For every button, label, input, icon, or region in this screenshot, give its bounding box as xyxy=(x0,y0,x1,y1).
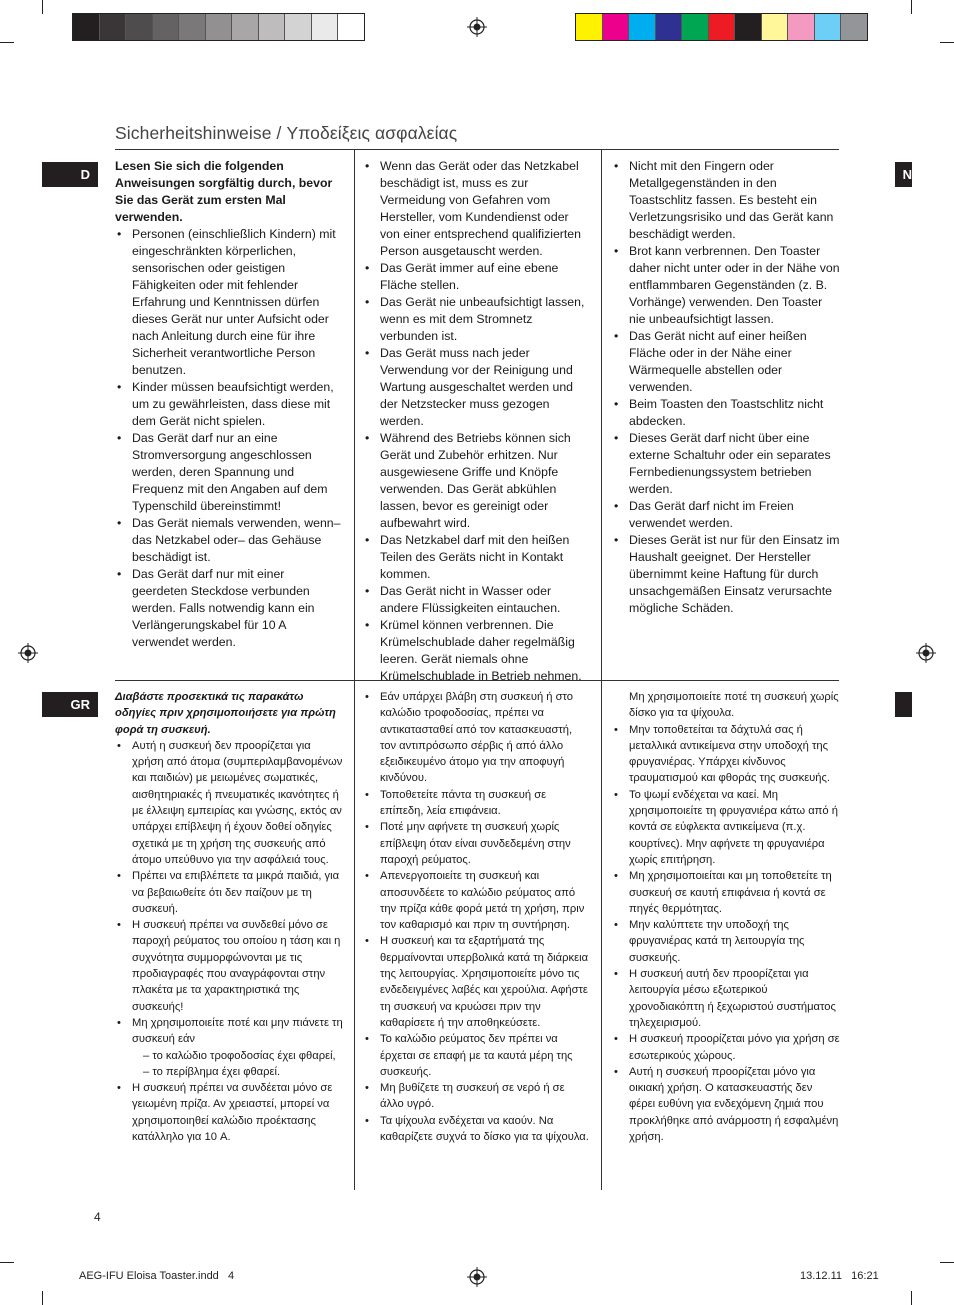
color-swatch xyxy=(682,14,709,40)
list-item: • Απενεργοποιείτε τη συσκευή και αποσυνδέετε το καλώδιο ρεύματος από την πρίζα κάθε φορά μετά τη χρήση, πριν τον καθαρισμό και πριν τη συντήρηση. xyxy=(363,868,591,933)
color-swatch xyxy=(312,14,339,40)
crop-mark xyxy=(911,1291,912,1305)
sub-item: – το περίβλημα έχει φθαρεί. xyxy=(143,1065,281,1078)
color-swatch xyxy=(788,14,815,40)
gr-column-2 xyxy=(363,689,591,1145)
language-tab-next: N xyxy=(895,162,912,187)
color-swatch xyxy=(735,14,762,40)
color-swatch xyxy=(232,14,259,40)
process-color-bar xyxy=(575,13,868,41)
language-tab-next-gr xyxy=(895,692,912,717)
column-divider xyxy=(601,680,602,1190)
list-item: • Η συσκευή πρέπει να συνδεθεί μόνο σε παροχή ρεύματος του οποίου η τάση και η συχνότητα συμμορφώνονται με τις προδιαγραφές που αναγράφονται στην πλακέτα με τα χαρακτηριστικά της συσκευής! xyxy=(115,917,343,1015)
list-item: • Brot kann verbrennen. Den Toaster daher nicht unter oder in der Nähe von entflammbaren Gegenständen (z. B. Vorhänge) verwenden. Den Toaster nie unbeaufsichtigt lassen. xyxy=(612,243,840,328)
color-swatch xyxy=(206,14,233,40)
list-item: • Kinder müssen beaufsichtigt werden, um zu gewährleisten, dass diese mit dem Gerät nicht spielen. xyxy=(115,379,343,430)
footer-date: 13.12.11 16:21 xyxy=(800,1270,879,1282)
list-item: • Μην τοποθετείται τα δάχτυλά σας ή μεταλλικά αντικείμενα στην υποδοχή της φρυγανιέρας. Υπάρχει κίνδυνος τραυματισμού και φθοράς της συσκευής. xyxy=(612,722,840,787)
de-intro: Lesen Sie sich die folgenden Anweisungen sorgfältig durch, bevor Sie das Gerät zum ersten Mal verwenden. xyxy=(115,159,333,224)
list-item: • Das Gerät muss nach jeder Verwendung vor der Reinigung und Wartung ausgeschaltet werden und der Netzstecker muss gezogen werden. xyxy=(363,345,591,430)
de-column-2 xyxy=(363,158,591,685)
list-item: • Μη χρησιμοποιείται και μη τοποθετείτε τη συσκευή σε καυτή επιφάνεια ή κοντά σε πηγές θερμότητας. xyxy=(612,868,840,917)
gr-lead: Μη χρησιμοποιείτε ποτέ τη συσκευή χωρίς δίσκο για τα ψίχουλα. xyxy=(629,691,839,720)
list-item: • Das Netzkabel darf mit den heißen Teilen des Geräts nicht in Kontakt kommen. xyxy=(363,532,591,583)
column-divider xyxy=(354,680,355,1190)
list-item: • Μη βυθίζετε τη συσκευή σε νερό ή σε άλλο υγρό. xyxy=(363,1080,591,1113)
crop-mark xyxy=(0,1262,14,1263)
registration-mark-icon xyxy=(467,17,487,37)
column-divider xyxy=(601,149,602,680)
de-list-2 xyxy=(363,158,591,685)
list-item: • Αυτή η συσκευή δεν προορίζεται για χρήση από άτομα (συμπεριλαμβανομένων και παιδιών) με μειωμένες σωματικές, αισθητηριακές ή πνευματικές ικανότητες ή με έλλειψη εμπειρίας και γνώσης, εκτός αν υπάρχει επίβλεψη ή έχουν δοθεί οδηγίες σχετικά με τη χρήση της συσκευής από άτομο υπεύθυνο για την ασφάλειά τους. xyxy=(115,738,343,868)
list-item: • Πρέπει να επιβλέπετε τα μικρά παιδιά, για να βεβαιωθείτε ότι δεν παίζουν με τη συσκευή. xyxy=(115,868,343,917)
list-item: • Μη χρησιμοποιείτε ποτέ και μην πιάνετε τη συσκευή εάν xyxy=(115,1015,343,1048)
color-swatch xyxy=(603,14,630,40)
list-item: • Krümel können verbrennen. Die Krümelschublade daher regelmäßig leeren. Gerät niemals ohne Krümelschublade in Betrieb nehmen. xyxy=(363,617,591,685)
gr-column-3 xyxy=(612,689,840,1145)
list-item: • Personen (einschließlich Kindern) mit eingeschränkten körperlichen, sensorischen oder geistigen Fähigkeiten oder mit fehlender Erfahrung und Kenntnissen dürfen dieses Gerät nur unter Aufsicht oder nach Anleitung durch eine für ihre Sicherheit verantwortliche Person benutzen. xyxy=(115,226,343,379)
page-number: 4 xyxy=(94,1210,101,1224)
list-item: • Dieses Gerät darf nicht über eine externe Schaltuhr oder ein separates Fernbedienungssystem betrieben werden. xyxy=(612,430,840,498)
de-list-3 xyxy=(612,158,840,617)
page-title: Sicherheitshinweise / Υποδείξεις ασφαλείας xyxy=(115,123,458,143)
gr-list-3 xyxy=(612,722,840,1146)
list-item: • Μην καλύπτετε την υποδοχή της φρυγανιέρας κατά τη λειτουργία της συσκευής. xyxy=(612,917,840,966)
list-item: • Das Gerät nie unbeaufsichtigt lassen, wenn es mit dem Stromnetz verbunden ist. xyxy=(363,294,591,345)
crop-mark xyxy=(940,42,954,43)
color-swatch xyxy=(73,14,100,40)
crop-mark xyxy=(940,1262,954,1263)
color-swatch xyxy=(259,14,286,40)
color-swatch xyxy=(762,14,789,40)
column-divider xyxy=(354,149,355,680)
gr-list-1 xyxy=(115,738,343,1048)
list-item: • Η συσκευή πρέπει να συνδέεται μόνο σε γειωμένη πρίζα. Αν χρειαστεί, μπορεί να χρησιμοποιηθεί καλώδιο προέκτασης κατάλληλο για 10 A. xyxy=(115,1080,343,1145)
crop-mark xyxy=(42,1291,43,1305)
registration-mark-icon xyxy=(467,1267,487,1287)
list-item: • Nicht mit den Fingern oder Metallgegenständen in den Toastschlitz fassen. Es besteht ein Verletzungsrisiko und das Gerät kann beschädigt werden. xyxy=(612,158,840,243)
list-item: • Das Gerät immer auf eine ebene Fläche stellen. xyxy=(363,260,591,294)
color-swatch xyxy=(656,14,683,40)
header-divider xyxy=(115,149,839,150)
sub-item: – το καλώδιο τροφοδοσίας έχει φθαρεί, xyxy=(143,1049,336,1062)
list-item: • Αυτή η συσκευή προορίζεται μόνο για οικιακή χρήση. Ο κατασκευαστής δεν φέρει ευθύνη για ενδεχόμενη ζημιά που προκλήθηκε από ανάρμοστη ή εσφαλμένη χρήση. xyxy=(612,1064,840,1145)
gr-column-1 xyxy=(115,689,343,1145)
color-swatch xyxy=(100,14,127,40)
de-column-3 xyxy=(612,158,840,617)
list-item: • Das Gerät darf nur an eine Stromversorgung angeschlossen werden, deren Spannung und Frequenz mit den Angaben auf dem Typenschild übereinstimmt! xyxy=(115,430,343,515)
color-swatch xyxy=(126,14,153,40)
color-swatch xyxy=(153,14,180,40)
color-swatch xyxy=(629,14,656,40)
color-swatch xyxy=(285,14,312,40)
list-item: • Das Gerät darf nicht im Freien verwendet werden. xyxy=(612,498,840,532)
list-item: • Das Gerät nicht in Wasser oder andere Flüssigkeiten eintauchen. xyxy=(363,583,591,617)
list-item: • Η συσκευή προορίζεται μόνο για χρήση σε εσωτερικούς χώρους. xyxy=(612,1031,840,1064)
gr-intro: Διαβάστε προσεκτικά τις παρακάτω οδηγίες πριν χρησιμοποιήσετε για πρώτη φορά τη συσκευή. xyxy=(115,691,336,736)
language-tab-de: D xyxy=(42,162,98,187)
color-swatch xyxy=(338,14,364,40)
language-tab-gr: GR xyxy=(42,692,98,717)
crop-mark xyxy=(911,0,912,14)
color-swatch xyxy=(815,14,842,40)
gr-list-2 xyxy=(363,689,591,1145)
list-item: • Το ψωμί ενδέχεται να καεί. Μη χρησιμοποιείτε τη φρυγανιέρα κάτω από ή κοντά σε εύφλεκτα αντικείμενα (π.χ. κουρτίνες). Μην αφήνετε τη φρυγανιέρα χωρίς επιτήρηση. xyxy=(612,787,840,868)
registration-mark-icon xyxy=(18,643,38,663)
list-item: • Beim Toasten den Toastschlitz nicht abdecken. xyxy=(612,396,840,430)
registration-mark-icon xyxy=(916,643,936,663)
color-swatch xyxy=(841,14,867,40)
list-item: • Das Gerät darf nur mit einer geerdeten Steckdose verbunden werden. Falls notwendig kann ein Verlängerungskabel für 10 A verwendet werden. xyxy=(115,566,343,651)
list-item: • Η συσκευή αυτή δεν προορίζεται για λειτουργία μέσω εξωτερικού χρονοδιακόπτη ή ξεχωριστού συστήματος τηλεχειρισμού. xyxy=(612,966,840,1031)
crop-mark xyxy=(0,42,14,43)
list-item: • Das Gerät nicht auf einer heißen Fläche oder in der Nähe einer Wärmequelle abstellen oder verwenden. xyxy=(612,328,840,396)
de-list-1 xyxy=(115,226,343,651)
color-swatch xyxy=(709,14,736,40)
list-item: • Ποτέ μην αφήνετε τη συσκευή χωρίς επίβλεψη όταν είναι συνδεδεμένη στην παροχή ρεύματος. xyxy=(363,819,591,868)
color-swatch xyxy=(179,14,206,40)
color-swatch xyxy=(576,14,603,40)
list-item: • Η συσκευή και τα εξαρτήματά της θερμαίνονται υπερβολικά κατά τη διάρκεια της λειτουργίας. Χρησιμοποιείτε μόνο τις ενδεδειγμένες λαβές και χερούλια. Αφήστε τη συσκευή να κρυώσει πριν την καθαρίσετε ή την αποθηκεύσετε. xyxy=(363,933,591,1031)
list-item: • Wenn das Gerät oder das Netzkabel beschädigt ist, muss es zur Vermeidung von Gefahren vom Hersteller, vom Kundendienst oder von einer entsprechend qualifizierten Person ausgetauscht werden. xyxy=(363,158,591,260)
list-item: • Τα ψίχουλα ενδέχεται να καούν. Να καθαρίζετε συχνά το δίσκο για τα ψίχουλα. xyxy=(363,1113,591,1146)
list-item: • Το καλώδιο ρεύματος δεν πρέπει να έρχεται σε επαφή με τα καυτά μέρη της συσκευής. xyxy=(363,1031,591,1080)
de-column-1 xyxy=(115,158,343,651)
gr-list-1b xyxy=(115,1080,343,1145)
crop-mark xyxy=(42,0,43,14)
footer-file-name: AEG-IFU Eloisa Toaster.indd 4 xyxy=(79,1270,235,1282)
list-item: • Dieses Gerät ist nur für den Einsatz im Haushalt geeignet. Der Hersteller übernimmt keine Haftung für durch unsachgemäßen Einsatz verursachte mögliche Schäden. xyxy=(612,532,840,617)
list-item: • Während des Betriebs können sich Gerät und Zubehör erhitzen. Nur ausgewiesene Griffe und Knöpfe verwenden. Das Gerät abkühlen lassen, bevor es gereinigt oder aufbewahrt wird. xyxy=(363,430,591,532)
gray-color-bar xyxy=(72,13,365,41)
list-item: • Εάν υπάρχει βλάβη στη συσκευή ή στο καλώδιο τροφοδοσίας, πρέπει να αντικατασταθεί από τον κατασκευαστή, τον αντιπρόσωπο σέρβις ή από άλλο εξειδικευμένο άτομο για την αποφυγή κινδύνου. xyxy=(363,689,591,787)
list-item: • Τοποθετείτε πάντα τη συσκευή σε επίπεδη, λεία επιφάνεια. xyxy=(363,787,591,820)
list-item: • Das Gerät niemals verwenden, wenn– das Netzkabel oder– das Gehäuse beschädigt ist. xyxy=(115,515,343,566)
